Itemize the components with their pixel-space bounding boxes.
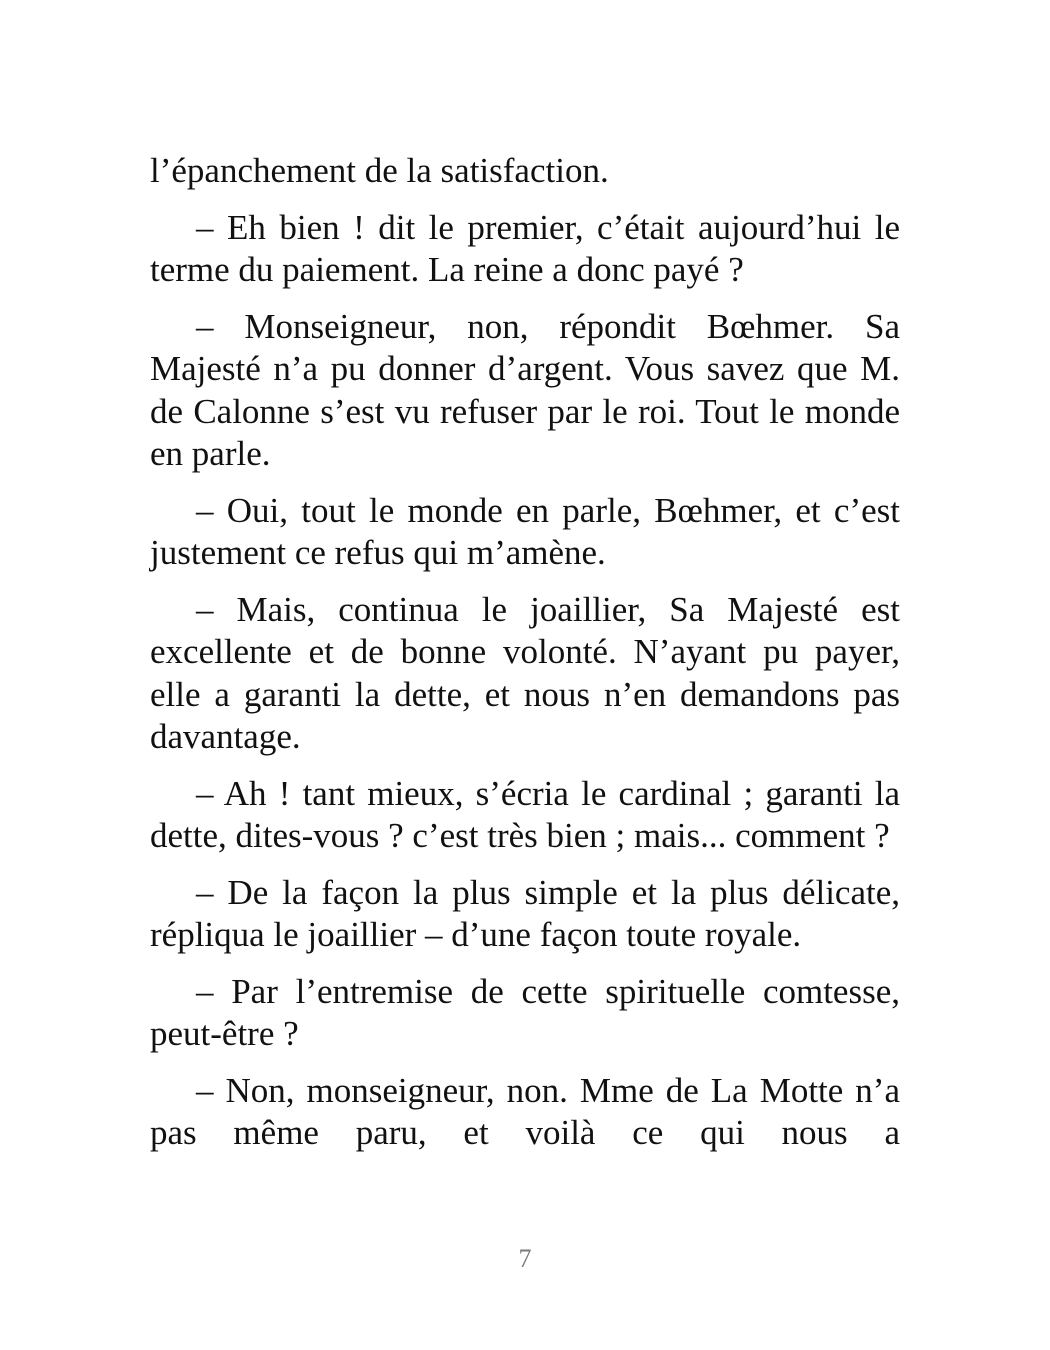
paragraph-1: l’épanchement de la satisfaction. [150, 151, 609, 190]
paragraph-4: – Oui, tout le monde en parle, Bœhmer, et c’est justement ce refus qui m’amène. [150, 490, 900, 572]
paragraph-9: – Non, monseigneur, non. Mme de La Motte n’a pas même paru, et voilà ce qui nous a [150, 1070, 900, 1152]
paragraph-7: – De la façon la plus simple et la plus délicate, répliqua le joaillier – d’une façon toute royale. [150, 872, 900, 954]
paragraph-5: – Mais, continua le joaillier, Sa Majesté est excellente et de bonne volonté. N’ayant pu payer, elle a garanti la dette, et nous n’en demandons pas davantage. [150, 589, 900, 756]
paragraph-8: – Par l’entremise de cette spirituelle comtesse, peut-être ? [150, 971, 900, 1053]
paragraph-2: – Eh bien ! dit le premier, c’était aujourd’hui le terme du paiement. La reine a donc payé ? [150, 207, 900, 289]
page-body [150, 150, 900, 1169]
paragraph-6: – Ah ! tant mieux, s’écria le cardinal ; garanti la dette, dites-vous ? c’est très bien ; mais... comment ? [150, 773, 900, 855]
paragraph-3: – Monseigneur, non, répondit Bœhmer. Sa Majesté n’a pu donner d’argent. Vous savez que M. de Calonne s’est vu refuser par le roi. Tout le monde en parle. [150, 306, 900, 473]
page-number: 7 [518, 1244, 532, 1273]
